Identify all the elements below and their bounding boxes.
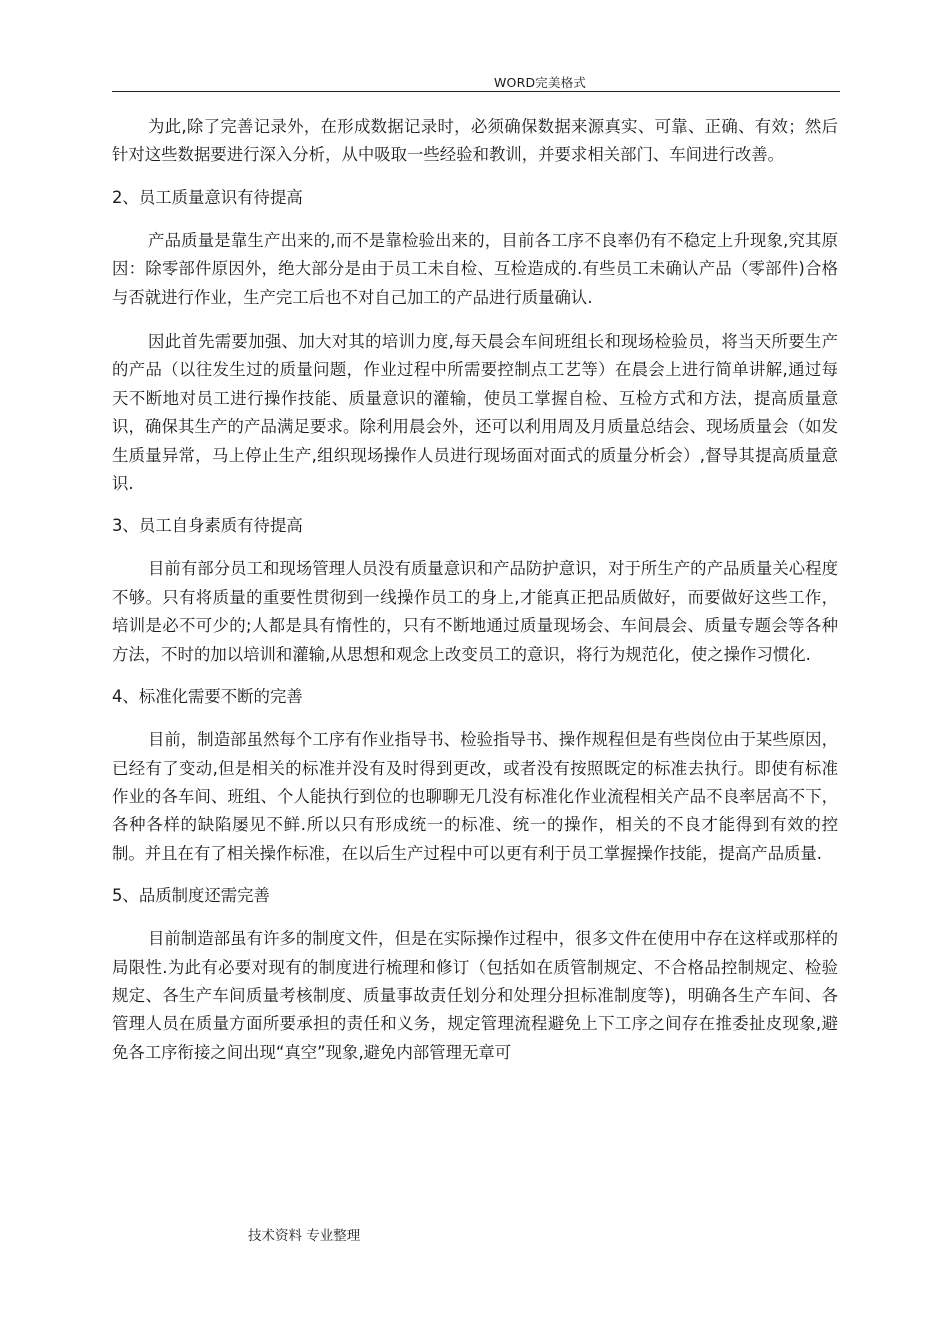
section-heading-3: 3、员工自身素质有待提高 (112, 516, 303, 536)
paragraph-training: 因此首先需要加强、加大对其的培训力度,每天晨会车间班组长和现场检验员，将当天所要生产的产品（以往发生过的质量问题，作业过程中所需要控制点工艺等）在晨会上进行简单讲解,通过每天不断地对员工进行操作技能、质量意识的灌输，使员工掌握自检、互检方式和方法，提高质量意识，确保其生产的产品满足要求。除利用晨会外，还可以利用周及月质量总结会、现场质量会（如发生质量异常，马上停止生产,组织现场操作人员进行现场面对面式的质量分析会）,督导其提高质量意识. (112, 332, 838, 494)
paragraph-employee-quality: 目前有部分员工和现场管理人员没有质量意识和产品防护意识，对于所生产的产品质量关心程度不够。只有将质量的重要性贯彻到一线操作员工的身上,才能真正把品质做好，而要做好这些工作，培训是必不可少的;人都是具有惰性的，只有不断地通过质量现场会、车间晨会、质量专题会等各种方法，不时的加以培训和灌输,从思想和观念上改变员工的意识，将行为规范化，使之操作习惯化. (112, 559, 838, 664)
section-heading-4: 4、标准化需要不断的完善 (112, 687, 303, 707)
paragraph-records-improvement: 为此,除了完善记录外，在形成数据记录时，必须确保数据来源真实、可靠、正确、有效；然后针对这些数据要进行深入分析，从中吸取一些经验和教训，并要求相关部门、车间进行改善。 (112, 117, 838, 165)
paragraph-quality-system: 目前制造部虽有许多的制度文件，但是在实际操作过程中，很多文件在使用中存在这样或那样的局限性.为此有必要对现有的制度进行梳理和修订（包括如在质管制规定、不合格品控制规定、检验规定、各生产车间质量考核制度、质量事故责任划分和处理分担标准制度等)，明确各生产车间、各管理人员在质量方面所要承担的责任和义务，规定管理流程避免上下工序之间存在推委扯皮现象,避免各工序衔接之间出现“真空”现象,避免内部管理无章可 (112, 929, 838, 1062)
page-header (112, 71, 840, 92)
document-body (112, 113, 838, 1083)
paragraph-quality-awareness: 产品质量是靠生产出来的,而不是靠检验出来的，目前各工序不良率仍有不稳定上升现象,究其原因：除零部件原因外，绝大部分是由于员工未自检、互检造成的.有些员工未确认产品（零部件)合格与否就进行作业，生产完工后也不对自己加工的产品进行质量确认. (112, 230, 838, 307)
page-footer: 技术资料 专业整理 (248, 1228, 361, 1244)
paragraph-standardization: 目前，制造部虽然每个工序有作业指导书、检验指导书、操作规程但是有些岗位由于某些原因，已经有了变动,但是相关的标准并没有及时得到更改，或者没有按照既定的标准去执行。即使有标准作业的各车间、班组、个人能执行到位的也聊聊无几没有标准化作业流程相关产品不良率居高不下，各种各样的缺陷屡见不鲜.所以只有形成统一的标准、统一的操作，相关的不良才能得到有效的控制。并且在有了相关操作标准，在以后生产过程中可以更有利于员工掌握操作技能，提高产品质量. (112, 730, 838, 863)
header-text: WORD完美格式 (494, 75, 587, 90)
section-heading-2: 2、员工质量意识有待提高 (112, 187, 303, 207)
section-heading-5: 5、品质制度还需完善 (112, 886, 270, 906)
